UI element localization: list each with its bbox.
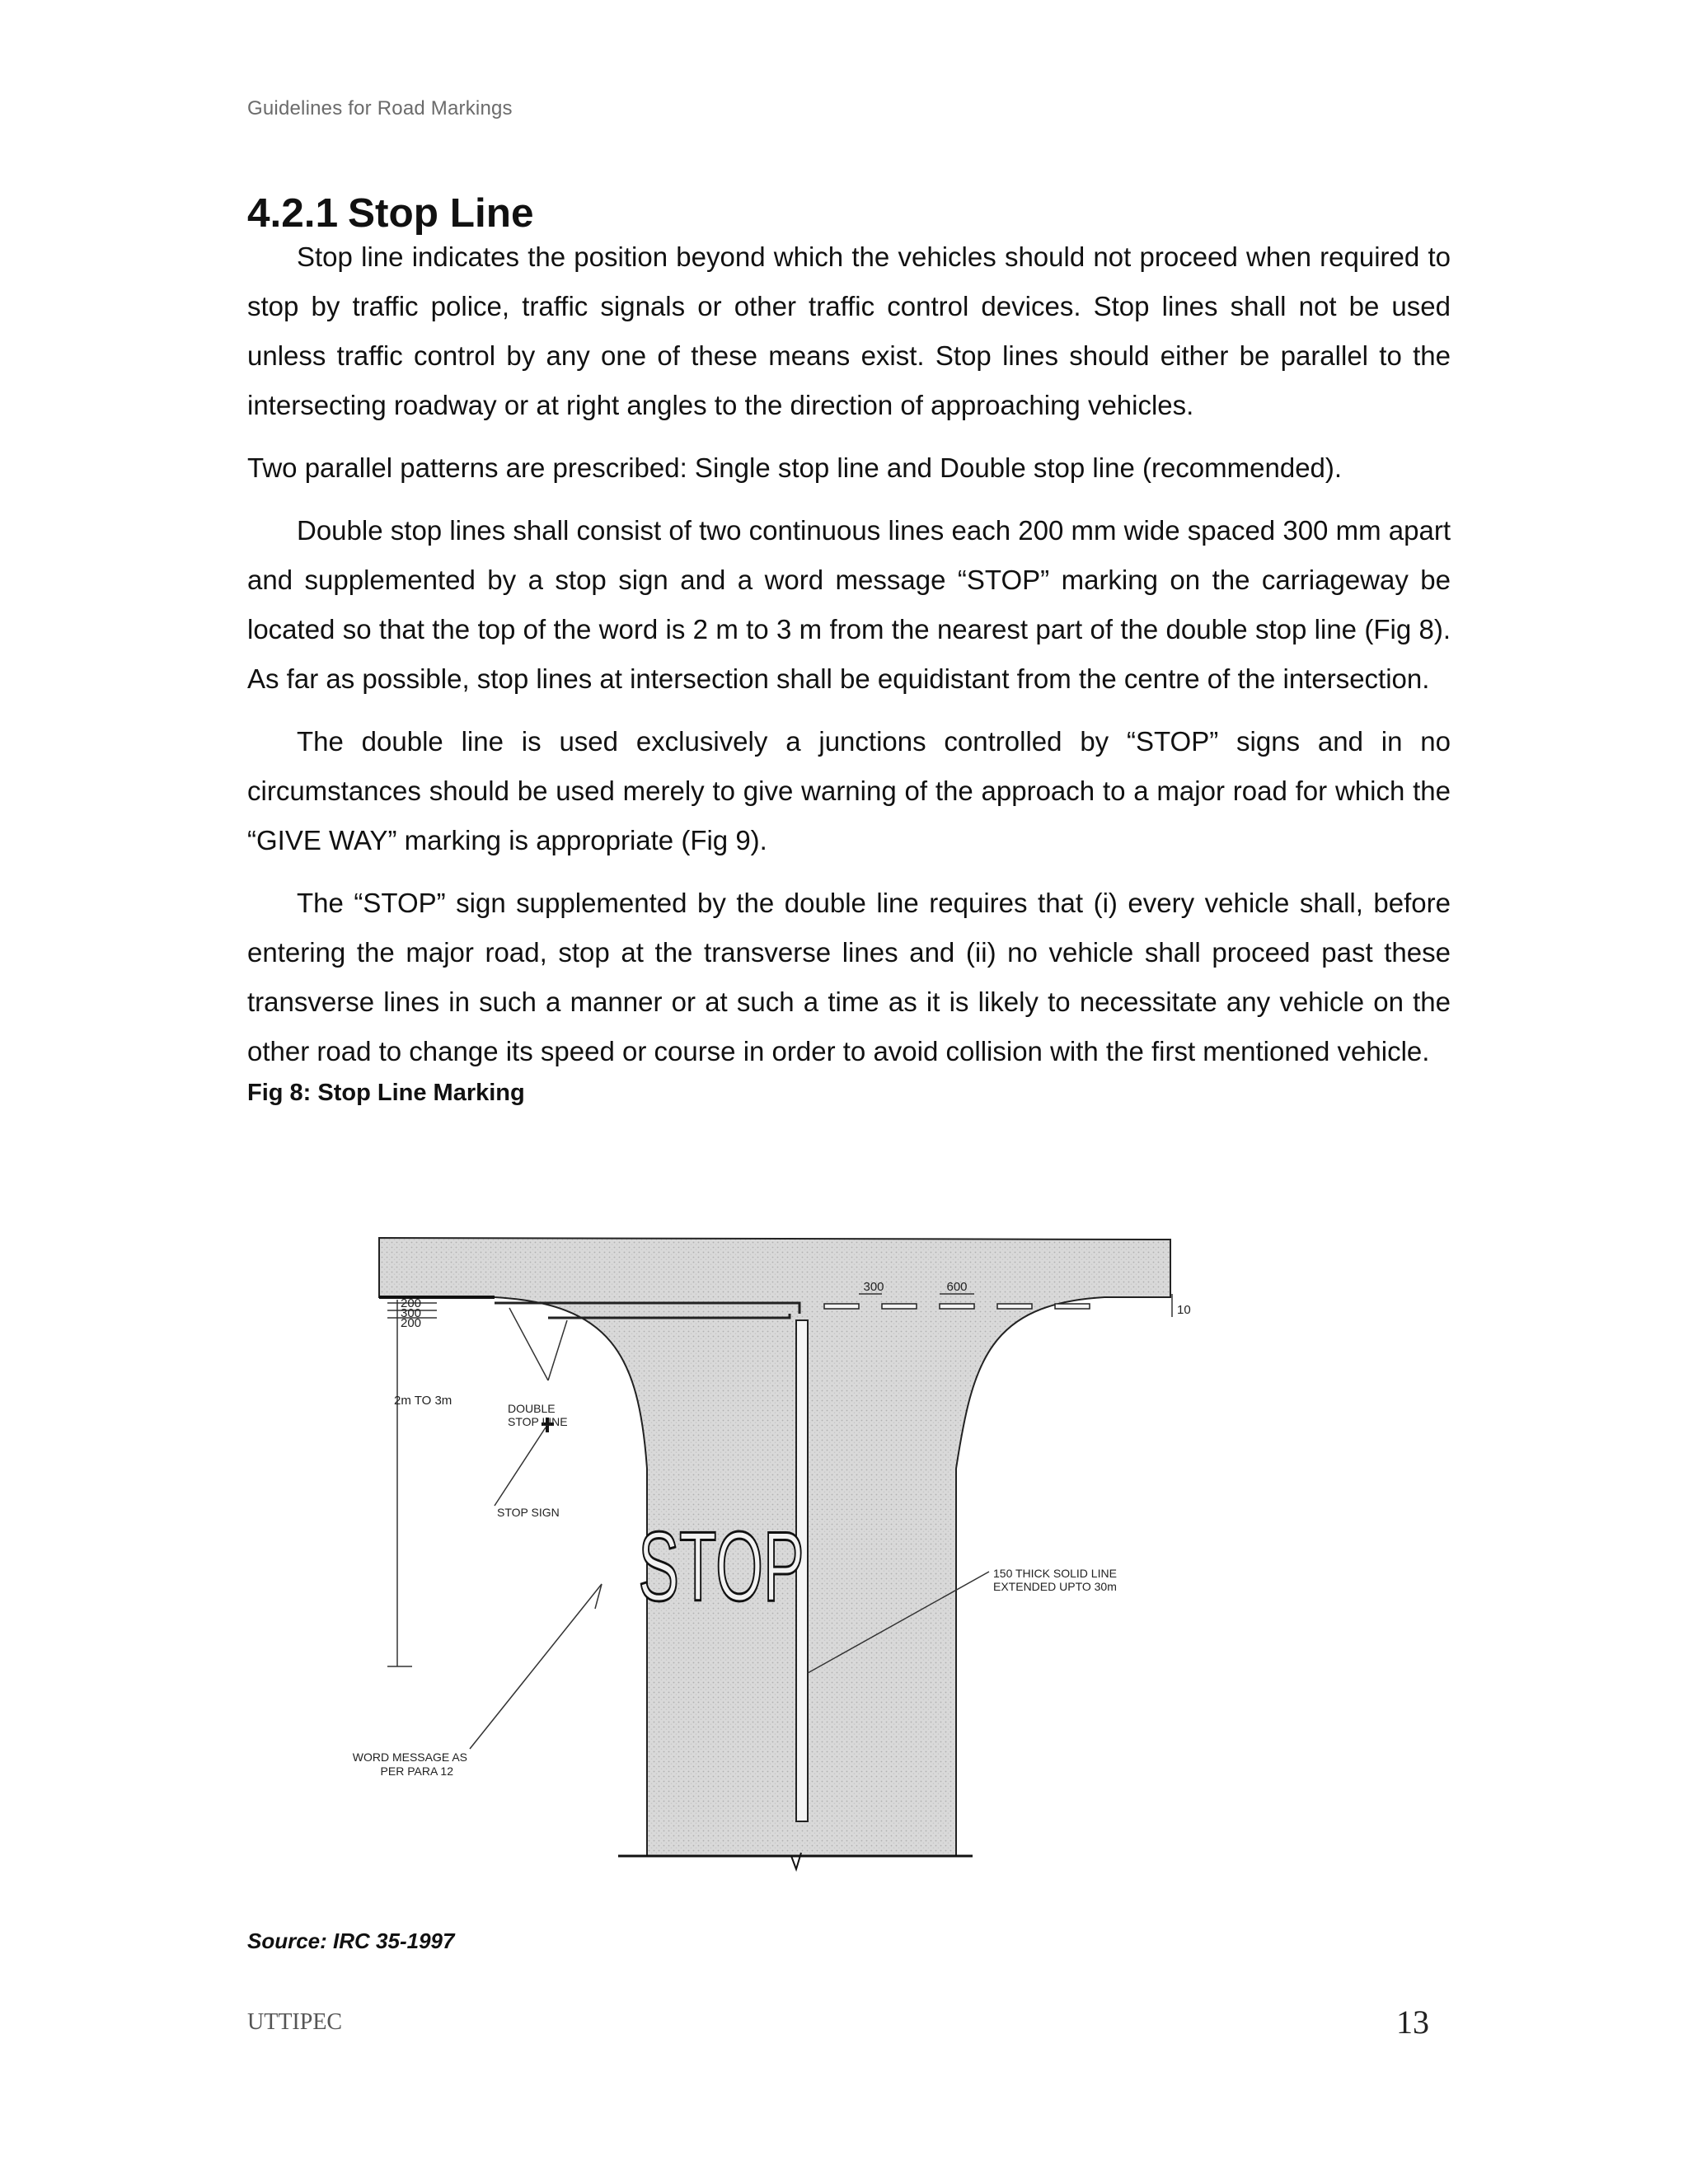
page-number: 13 [1396, 2004, 1429, 2041]
label-solid-line-2: EXTENDED UPTO 30m [993, 1580, 1117, 1593]
paragraph-2: Two parallel patterns are prescribed: Single stop line and Double stop line (recommended). [247, 452, 1343, 483]
label-distance: 2m TO 3m [394, 1394, 452, 1408]
label-stop-sign: STOP SIGN [497, 1506, 560, 1519]
stop-line-figure [346, 1221, 1220, 1872]
label-solid-line-1: 150 THICK SOLID LINE [993, 1567, 1117, 1580]
label-word-message-2: PER PARA 12 [380, 1765, 453, 1778]
road-stop-word [638, 1512, 804, 1622]
label-200-bottom: 200 [401, 1316, 422, 1330]
label-dash-600: 600 [946, 1280, 968, 1294]
figure-source: Source: IRC 35-1997 [247, 1929, 455, 1953]
main-content [247, 190, 1451, 1109]
paragraph-5: The “STOP” sign supplemented by the double line requires that (i) every vehicle shall, before entering the major road, stop at the transverse lines and (ii) no vehicle shall proceed past these transverse lines in such a manner or at such a time as it is likely to necessitate any vehicle on the other road to change its speed or course in order to avoid collision with the first mentioned vehicle. [247, 888, 1451, 1066]
paragraph-4: The double line is used exclusively a junctions controlled by “STOP” signs and in no circumstances should be used merely to give warning of the approach to a major road for which the “GIVE WAY” marking is appropriate (Fig 9). [247, 726, 1451, 855]
running-header: Guidelines for Road Markings [247, 97, 513, 120]
section-heading [247, 190, 1451, 236]
label-300: 300 [401, 1306, 422, 1320]
road-word-text: STOP [638, 1512, 804, 1623]
label-word-message-1: WORD MESSAGE AS [352, 1750, 467, 1764]
paragraph-1: Stop line indicates the position beyond which the vehicles should not proceed when required to stop by traffic police, traffic signals or other traffic control devices. Stop lines shall not be used unless traffic control by any one of these means exist. Stop lines should either be parallel to the intersecting roadway or at right angles to the direction of approaching vehicles. [247, 241, 1451, 420]
footer-organisation: UTTIPEC [247, 2009, 343, 2035]
label-200-top: 200 [401, 1296, 422, 1310]
label-double-stop-line-2: STOP LINE [508, 1415, 568, 1428]
label-double-stop-line-1: DOUBLE [508, 1402, 556, 1415]
stop-line-diagram [346, 1221, 1220, 1872]
section-title: Stop Line [348, 190, 534, 236]
label-gap-300: 300 [863, 1280, 884, 1294]
label-edge-100: 10 [1177, 1303, 1191, 1317]
section-number: 4.2.1 [247, 190, 339, 236]
paragraph-3: Double stop lines shall consist of two continuous lines each 200 mm wide spaced 300 mm apart and supplemented by a stop sign and a word message “STOP” marking on the carriageway be located so that the top of the word is 2 m to 3 m from the nearest part of the double stop line (Fig 8). As far as possible, stop lines at intersection shall be equidistant from the centre of the intersection. [247, 515, 1451, 694]
figure-caption: Fig 8: Stop Line Marking [247, 1080, 525, 1106]
